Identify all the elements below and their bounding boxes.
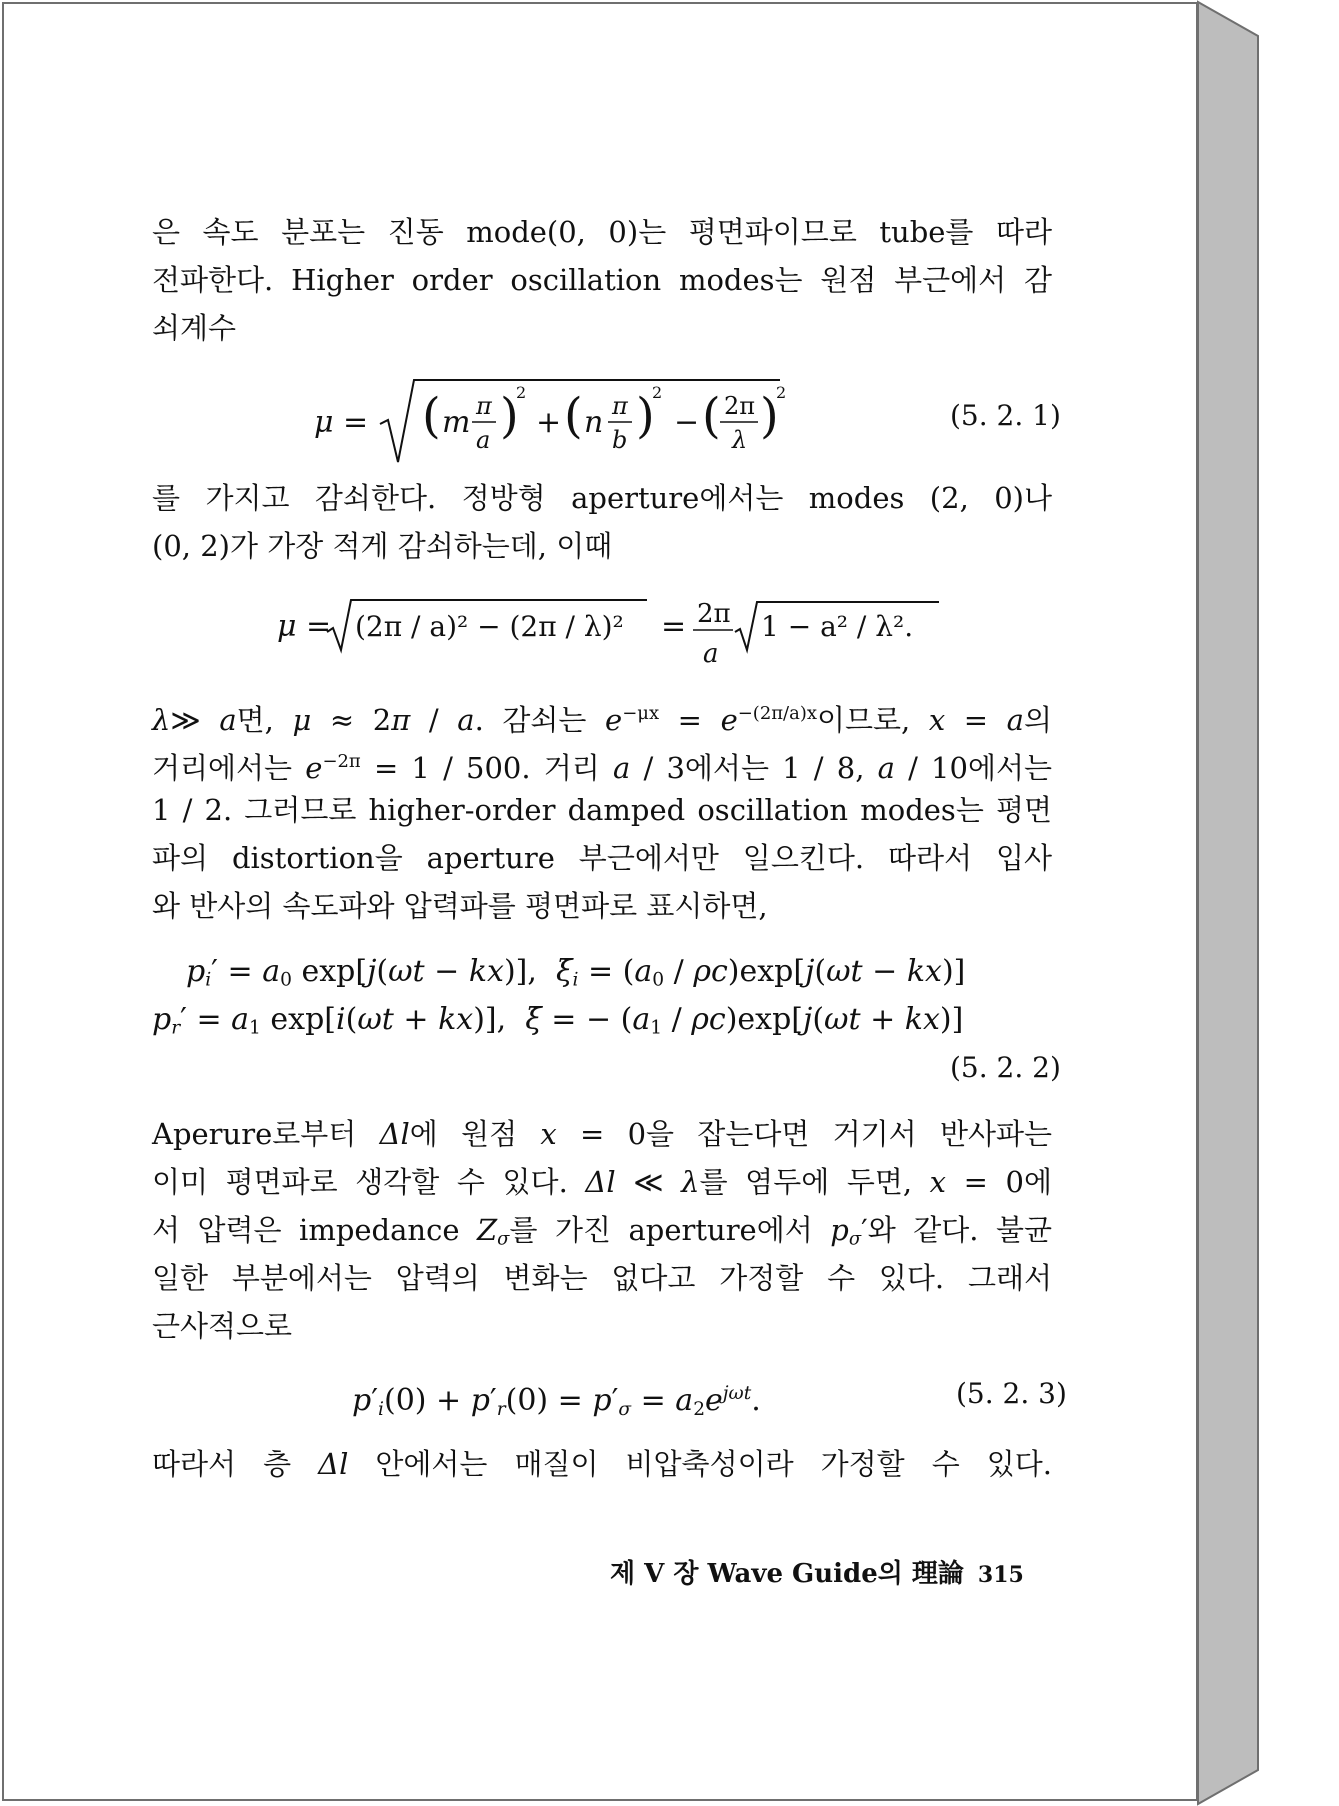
text-line: 파의 distortion을 aperture 부근에서만 일으킨다. 따라서 입사 — [152, 841, 1052, 875]
eq-exp: 2 — [776, 383, 787, 402]
eq-exp: 2 — [516, 383, 527, 402]
equation-5-2-3: $p'_i(0) + p'_r(0) = p'_\sigma = a_2e^{j\omega t}$. — [352, 1383, 761, 1420]
equation-5-2-1 — [310, 372, 800, 472]
text-line: 은 속도 분포는 진동 mode(0, 0)는 평면파이므로 tube를 따라 — [152, 215, 1052, 249]
page-footer — [610, 1554, 1024, 1595]
svg-text:(: ( — [702, 388, 721, 444]
equation-number: (5. 2. 2) — [950, 1051, 1061, 1084]
eq-mu-symbol: μ = — [314, 405, 369, 440]
svg-text:): ) — [760, 388, 779, 444]
paren: ) — [500, 388, 519, 444]
eq-num: 2π — [724, 392, 756, 420]
eq-num: π — [612, 392, 628, 420]
eq-den: a — [703, 639, 719, 669]
equation-number: (5. 2. 1) — [950, 399, 1061, 432]
text-line: Aperure로부터 Δl에 원점 x = 0을 잡는다면 거기서 반사파는 — [152, 1117, 1053, 1151]
equation-5-2-2-line2: $p_r' = a_1$ exp[i(ωt + kx)], ξ̇ = − $(a_1 / \rho c)\exp[j(\omega t + kx)]$ — [152, 1002, 964, 1039]
eq-n: n — [584, 405, 604, 440]
svg-text:(: ( — [564, 388, 583, 444]
text-line: 일한 부분에서는 압력의 변화는 없다고 가정할 수 있다. 그래서 — [152, 1261, 1052, 1295]
text-line: 와 반사의 속도파와 압력파를 평면파로 표시하면, — [152, 889, 768, 923]
eq-den: λ — [732, 426, 748, 454]
text-line: (0, 2)가 가장 적게 감쇠하는데, 이때 — [152, 529, 613, 563]
text-line: 전파한다. Higher order oscillation modes는 원점 부근에서 감 — [152, 263, 1052, 297]
eq-mu-symbol: μ = — [277, 609, 332, 644]
text-line: 따라서 층 Δl 안에서는 매질이 비압축성이라 가정할 수 있다. — [152, 1447, 1053, 1481]
text-line: 1 / 2. 그러므로 higher-order damped oscillation modes는 평면 — [152, 793, 1052, 827]
running-footer-chapter: 제 Ⅴ 장 Wave Guide의 理論 — [610, 1559, 964, 1589]
eq-m: m — [442, 405, 471, 440]
eq-equals: = — [661, 609, 687, 644]
text-line: 서 압력은 impedance $Z_\sigma$를 가진 aperture에서 $p_\sigma'$와 같다. 불균 — [152, 1213, 1052, 1250]
text-line: 쇠계수 — [152, 311, 237, 345]
text-line: 를 가지고 감쇠한다. 정방형 aperture에서는 modes (2, 0)나 — [152, 481, 1052, 515]
equation-5-2-2-line1: $p_i' = a_0$ exp[j(ωt − kx)], $\xi̇_i = (a_0 / \rho c)\exp[j(\omega t - kx)]$ — [186, 954, 966, 991]
eq-num: π — [476, 392, 492, 420]
eq-den: b — [612, 426, 628, 454]
text-line: 거리에서는 $e^{-2\pi} = 1 / 500$. 거리 a / 3에서는 1 / 8, a / 10에서는 — [152, 750, 1052, 785]
text-line: λ≫ a면, μ ≈ 2π / a. 감쇠는 $e^{-\mu x} = e^{-(2\pi/a)x}$이므로, x = a의 — [152, 702, 1052, 737]
page-number: 315 — [977, 1562, 1024, 1588]
svg-text:−: − — [674, 405, 700, 440]
eq-den: a — [476, 426, 491, 454]
equation-number: (5. 2. 3) — [956, 1377, 1067, 1410]
eq-exp: 2 — [652, 383, 663, 402]
svg-text:+: + — [536, 405, 562, 440]
eq-radicand: (2π / a)² − (2π / λ)² — [355, 610, 624, 643]
eq-radicand: 1 − a² / λ². — [761, 610, 914, 643]
svg-text:): ) — [636, 388, 655, 444]
equation-mu-square — [275, 592, 955, 672]
eq-num: 2π — [697, 599, 731, 629]
text-line: 이미 평면파로 생각할 수 있다. Δl ≪ λ를 염두에 두면, x = 0에 — [152, 1165, 1052, 1199]
paren: ( — [422, 388, 441, 444]
text-line: 근사적으로 — [152, 1309, 293, 1343]
